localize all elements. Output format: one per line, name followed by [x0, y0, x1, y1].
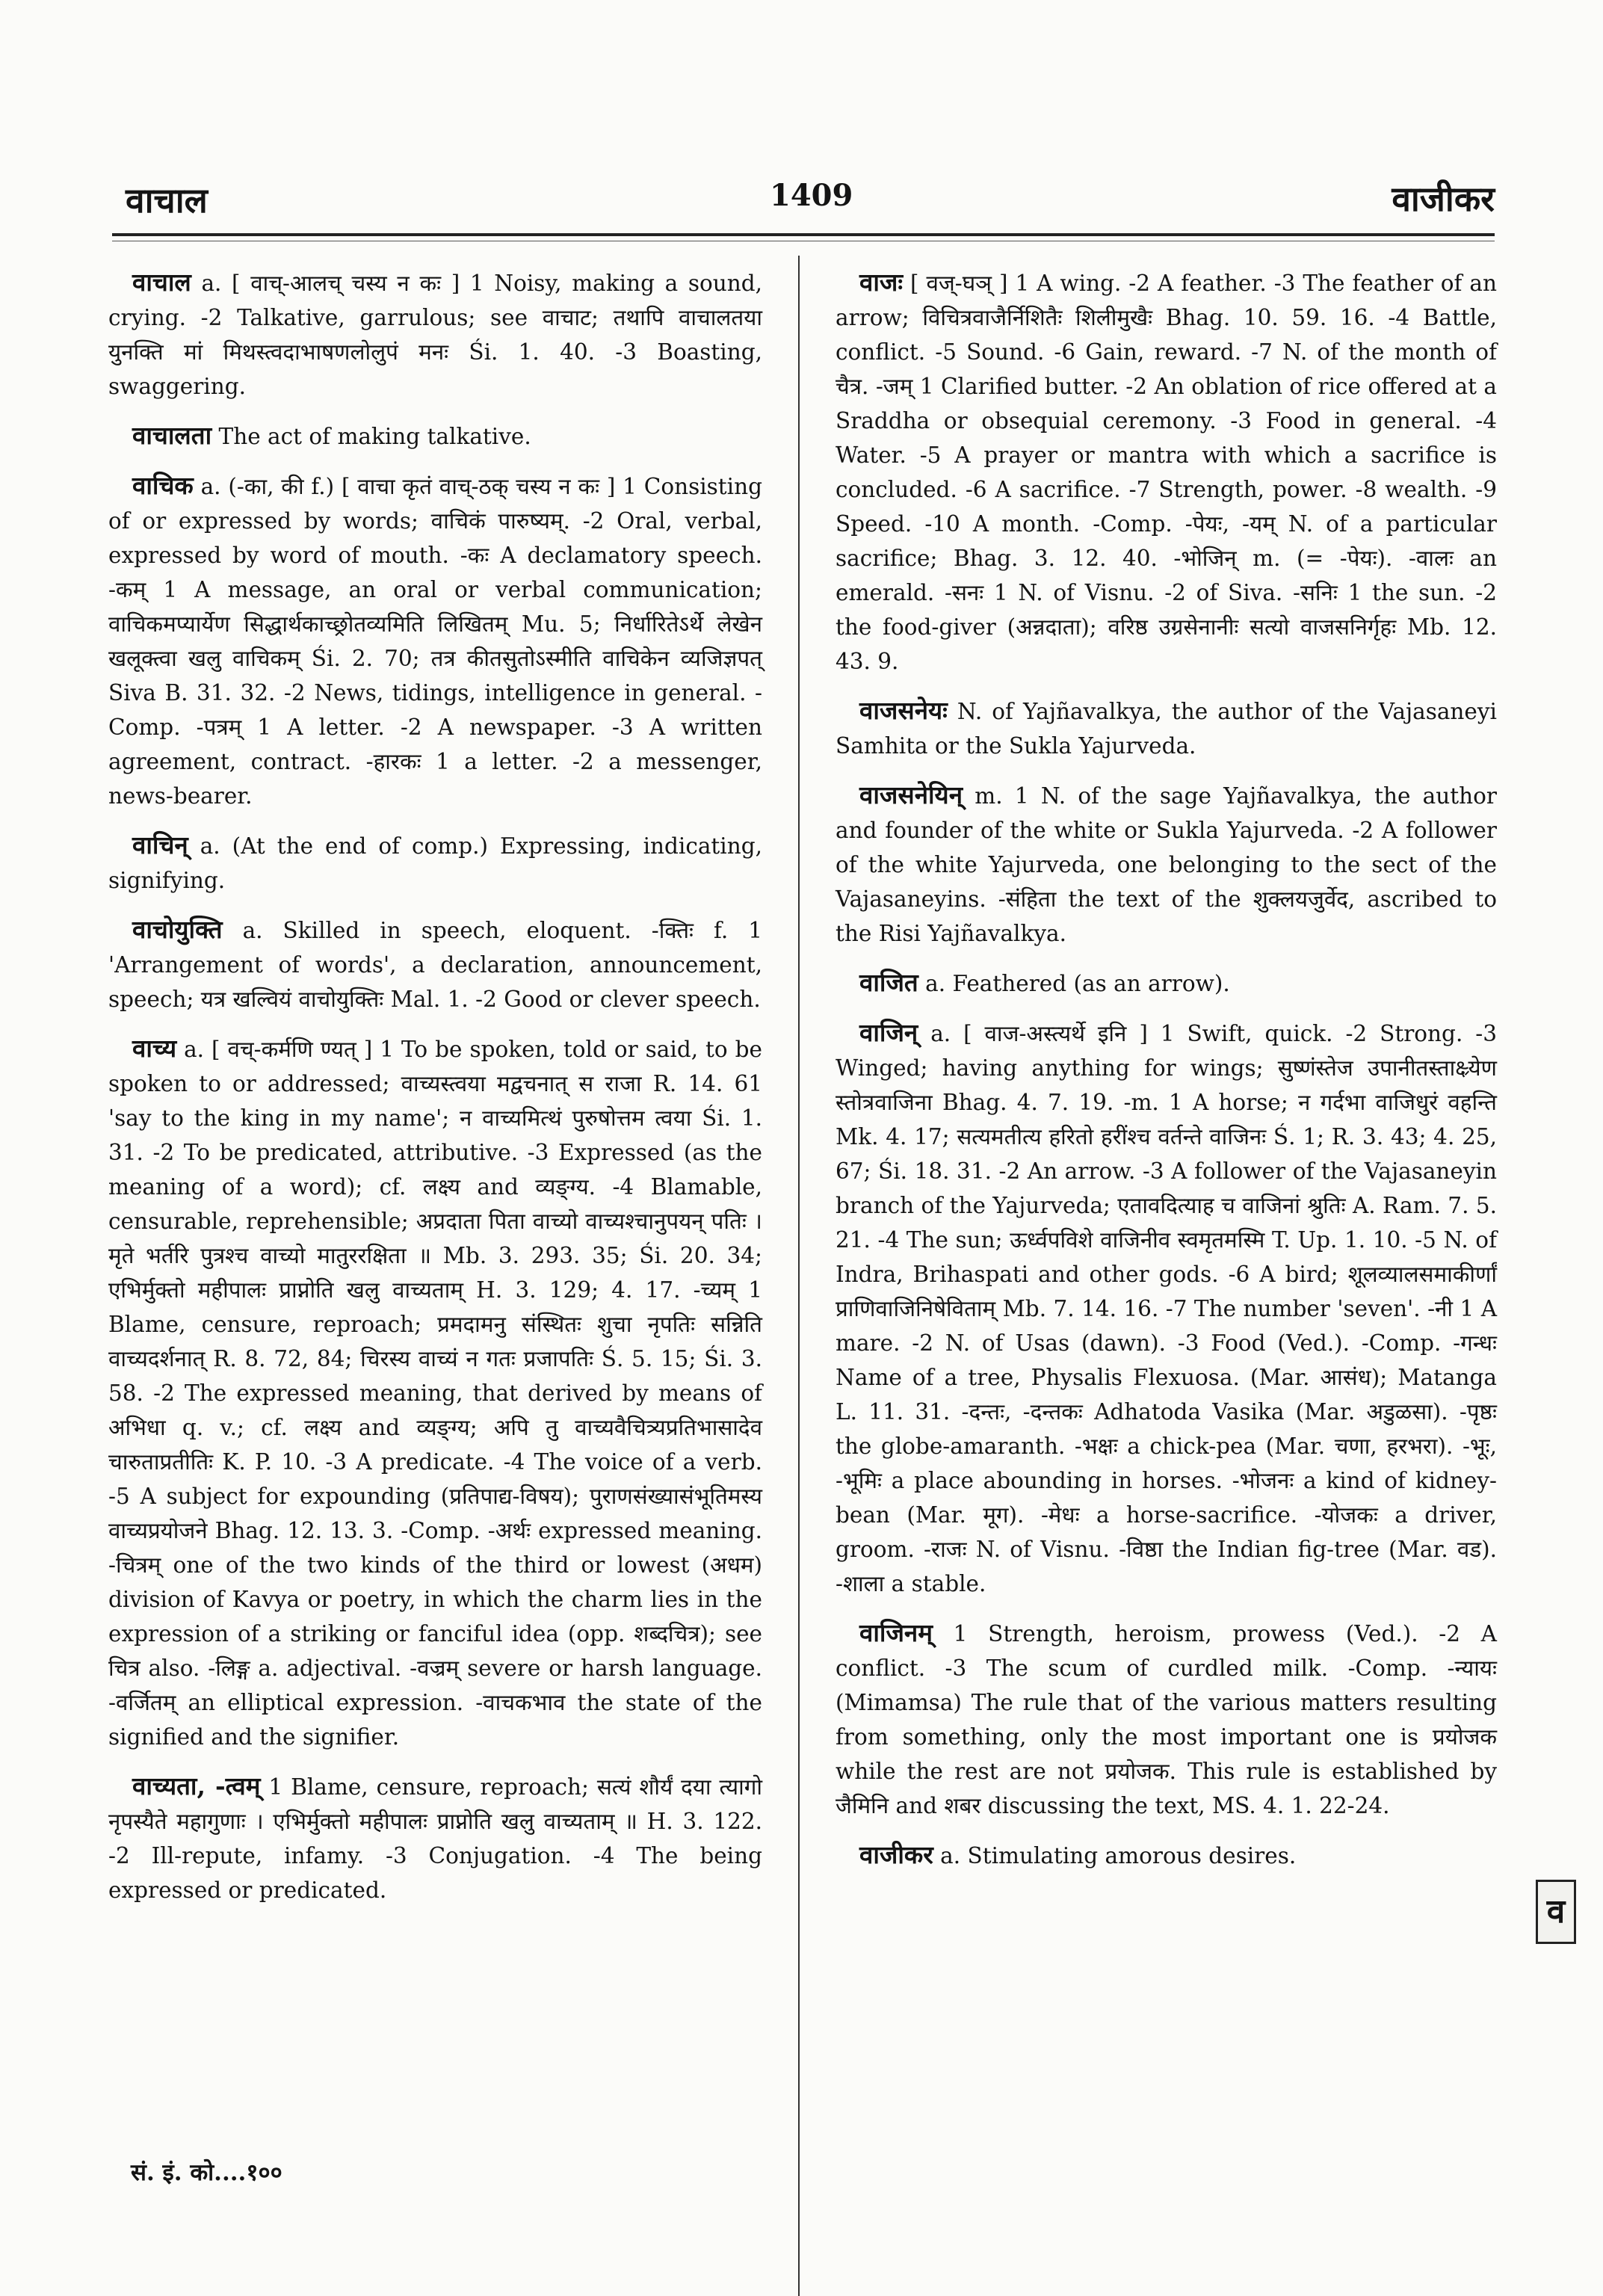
entry-headword: वाच्य [132, 1034, 177, 1063]
dictionary-entry [108, 265, 762, 404]
entry-headword: वाजसनेयः [859, 696, 948, 725]
dictionary-entry [108, 828, 762, 898]
right-column [836, 265, 1497, 1888]
entry-headword: वाजिन् [859, 1018, 918, 1047]
entry-headword: वाच्यता, -त्वम् [132, 1771, 261, 1800]
dictionary-entry [108, 1031, 762, 1754]
header-rule [112, 233, 1495, 236]
dictionary-entry [836, 265, 1497, 679]
dictionary-entry [108, 469, 762, 813]
entry-text: a. [ वाच्-आलच् चस्य न कः ] 1 Noisy, making a sound, crying. -2 Talkative, garrulous; see वाचाट; तथापि वाचालतया युनक्ति मां मिथस्त्वदाभाषणलोलुपं मनः Śi. 1. 40. -3 Boasting, swaggering. [108, 271, 762, 399]
entry-text: a. [ वाज-अस्त्यर्थे इनि ] 1 Swift, quick. -2 Strong. -3 Winged; having anything for wings; सुष्णंस्तेज उपानीतस्ताक्ष्र्येण स्तोत्रवाजिना Bhag. 4. 7. 19. -m. 1 A horse; न गर्दभा वाजिधुरं वहन्ति Mk. 4. 17; सत्यमतीत्य हरितो हरींश्च वर्तन्ते वाजिनः Ś. 1; R. 3. 43; 4. 25, 67; Śi. 18. 31. -2 An arrow. -3 A follower of the Vajasaneyin branch of the Yajurveda; एतावदित्याह च वाजिनां श्रुतिः A. Ram. 7. 5. 21. -4 The sun; ऊर्ध्वपविशे वाजिनीव स्वमृतमस्मि T. Up. 1. 10. -5 N. of Indra, Brihaspati and other gods. -6 A bird; शूलव्यालसमाकीर्णां प्राणिवाजिनिषेविताम् Mb. 7. 14. 16. -7 The number 'seven'. -नी 1 A mare. -2 N. of Usas (dawn). -3 Food (Ved.). -Comp. -गन्धः Name of a tree, Physalis Flexuosa. (Mar. आसंध); Matanga L. 11. 31. -दन्तः, -दन्तकः Adhatoda Vasika (Mar. अडुळसा). -पृष्ठः the globe-amaranth. -भक्षः a chick-pea (Mar. चणा, हरभरा). -भूः, -भूमिः a place abounding in horses. -भोजनः a kind of kidney-bean (Mar. मूग). -मेधः a horse-sacrifice. -योजकः a driver, groom. -राजः N. of Visnu. -विष्ठा the Indian fig-tree (Mar. वड). -शाला a stable. [836, 1021, 1497, 1596]
entry-headword: वाचाल [132, 268, 191, 297]
entry-text: a. Skilled in speech, eloquent. -क्तिः f. 1 'Arrangement of words', a declaration, announcement, speech; यत्र खल्वियं वाचोयुक्तिः Mal. 1. -2 Good or clever speech. [108, 918, 762, 1012]
entry-text: The act of making talkative. [218, 424, 531, 449]
column-divider [798, 256, 800, 2296]
dictionary-entry [836, 778, 1497, 951]
thumb-index-tab: व [1536, 1880, 1576, 1944]
dictionary-entry [836, 1616, 1497, 1823]
entry-text: m. 1 N. of the sage Yajñavalkya, the author and founder of the white or Sukla Yajurveda. -2 A follower of the white Yajurveda, one belonging to the sect of the Vajasaneyins. -संहिता the text of the शुक्लयजुर्वेद, ascribed to the Risi Yajñavalkya. [836, 783, 1497, 946]
entry-text: a. Stimulating amorous desires. [940, 1843, 1297, 1868]
dictionary-entry [836, 966, 1497, 1001]
dictionary-entry [108, 913, 762, 1016]
dictionary-entry [836, 694, 1497, 763]
left-column [108, 265, 762, 1922]
page-signature: सं. इं. को....१०० [131, 2159, 282, 2186]
entry-text: a. (-का, की f.) [ वाचा कृतं वाच्-ठक् चस्य न कः ] 1 Consisting of or expressed by words; वाचिकं पारुष्यम्. -2 Oral, verbal, expressed by word of mouth. -कः A declamatory speech. -कम् 1 A message, an oral or verbal communication; वाचिकमप्यार्येण सिद्धार्थकाच्छ्रोतव्यमिति लिखितम् Mu. 5; निर्धारितेऽर्थे लेखेन खलूक्त्वा खलु वाचिकम् Śi. 2. 70; तत्र कीतसुतोऽस्मीति वाचिकेन व्यजिज्ञपत् Siva B. 31. 32. -2 News, tidings, intelligence in general. -Comp. -पत्रम् 1 A letter. -2 A newspaper. -3 A written agreement, contract. -हारकः 1 a letter. -2 a messenger, news-bearer. [108, 474, 762, 809]
dictionary-entry [836, 1016, 1497, 1601]
header-headword-right: वाजीकर [1392, 179, 1495, 219]
entry-headword: वाचोयुक्ति [132, 915, 223, 944]
entry-text: [ वज्-घञ् ] 1 A wing. -2 A feather. -3 The feather of an arrow; विचित्रवाजैर्निशितैः शिलीमुखैः Bhag. 10. 59. 16. -4 Battle, conflict. -5 Sound. -6 Gain, reward. -7 N. of the month of चैत्र. -जम् 1 Clarified butter. -2 An oblation of rice offered at a Sraddha or obsequial ceremony. -3 Food in general. -4 Water. -5 A prayer or mantra with which a sacrifice is concluded. -6 A sacrifice. -7 Strength, power. -8 wealth. -9 Speed. -10 A month. -Comp. -पेयः, -यम् N. of a particular sacrifice; Bhag. 3. 12. 40. -भोजिन् m. (= -पेयः). -वालः an emerald. -सनः 1 N. of Visnu. -2 of Siva. -सनिः 1 the sun. -2 the food-giver (अन्नदाता); वरिष्ठ उग्रसेनानीः सत्यो वाजसनिर्गृहः Mb. 12. 43. 9. [836, 271, 1497, 674]
entry-headword: वाजः [859, 268, 904, 297]
entry-text: a. (At the end of comp.) Expressing, indicating, signifying. [108, 833, 762, 893]
header-headword-left: वाचाल [126, 180, 208, 220]
entry-headword: वाजसनेयिन् [859, 780, 963, 809]
entry-text: a. Feathered (as an arrow). [925, 971, 1230, 996]
entry-text: 1 Blame, censure, reproach; सत्यं शौर्यं दया त्यागो नृपस्यैते महागुणाः । एभिर्मुक्तो महीपालः प्राप्नोति खलु वाच्यताम् ॥ H. 3. 122. -2 Ill-repute, infamy. -3 Conjugation. -4 The being expressed or predicated. [108, 1774, 762, 1903]
entry-headword: वाजित [859, 968, 918, 997]
page-header [112, 170, 1495, 230]
dictionary-entry [108, 419, 762, 454]
page-number: 1409 [770, 178, 853, 213]
entry-headword: वाजीकर [859, 1840, 933, 1869]
entry-headword: वाचिक [132, 471, 194, 500]
entry-headword: वाचालता [132, 421, 212, 450]
entry-headword: वाजिनम् [859, 1618, 933, 1647]
entry-text: 1 Strength, heroism, prowess (Ved.). -2 A conflict. -3 The scum of curdled milk. -Comp. -न्यायः (Mimamsa) The rule that of the various matters resulting from something, only the most important one is प्रयोजक while the rest are not प्रयोजक. This rule is established by जैमिनि and शबर discussing the text, MS. 4. 1. 22-24. [836, 1621, 1497, 1818]
entry-text: a. [ वच्-कर्मणि ण्यत् ] 1 To be spoken, told or said, to be spoken to or addressed; वाच्यस्त्वया मद्वचनात् स राजा R. 14. 61 'say to the king in my name'; न वाच्यमित्थं पुरुषोत्तम त्वया Śi. 1. 31. -2 To be predicated, attributive. -3 Expressed (as the meaning of a word); cf. लक्ष्य and व्यङ्ग्य. -4 Blamable, censurable, reprehensible; अप्रदाता पिता वाच्यो वाच्यश्चानुपयन् पतिः । मृते भर्तरि पुत्रश्च वाच्यो मातुररक्षिता ॥ Mb. 3. 293. 35; Śi. 20. 34; एभिर्मुक्तो महीपालः प्राप्नोति खलु वाच्यताम् H. 3. 129; 4. 17. -च्यम् 1 Blame, censure, reproach; प्रमदामनु संस्थितः शुचा नृपतिः सन्निति वाच्यदर्शनात् R. 8. 72, 84; चिरस्य वाच्यं न गतः प्रजापतिः Ś. 5. 15; Śi. 3. 58. -2 The expressed meaning, that derived by means of अभिधा q. v.; cf. लक्ष्य and व्यङ्ग्य; अपि तु वाच्यवैचित्र्यप्रतिभासादेव चारुताप्रतीतिः K. P. 10. -3 A predicate. -4 The voice of a verb. -5 A subject for expounding (प्रतिपाद्य-विषय); पुराणसंख्यासंभूतिमस्य वाच्यप्रयोजने Bhag. 12. 13. 3. -Comp. -अर्थः expressed meaning. -चित्रम् one of the two kinds of the third or lowest (अधम) division of Kavya or poetry, in which the charm lies in the expression of a striking or fanciful idea (opp. शब्दचित्र); see चित्र also. -लिङ्ग a. adjectival. -वज्रम् severe or harsh language. -वर्जितम् an elliptical expression. -वाचकभाव the state of the signified and the signifier. [108, 1037, 762, 1750]
dictionary-entry [108, 1769, 762, 1907]
entry-text: N. of Yajñavalkya, the author of the Vajasaneyi Samhita or the Sukla Yajurveda. [836, 699, 1497, 759]
entry-headword: वाचिन् [132, 830, 188, 860]
dictionary-entry [836, 1838, 1497, 1873]
